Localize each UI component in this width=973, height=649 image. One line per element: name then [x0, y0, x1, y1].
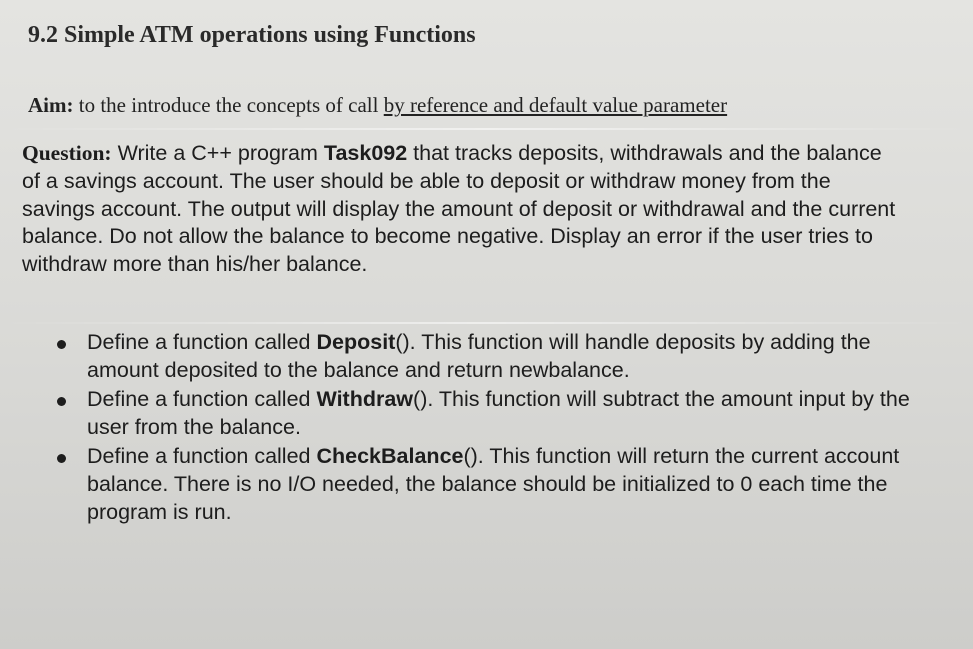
list-item-suffix: (). This function will handle deposits by adding the amount deposited to the balance and return newbalance.: [87, 330, 871, 382]
paper-fold-line: [0, 128, 973, 130]
question-text-rest: that tracks deposits, withdrawals and the balance of a savings account. The user should be able to deposit or withdraw money from the savings account. The output will display the amount of deposit or withdrawal and the current balance. Do not allow the balance to become negative. Display an error if the user tries to withdraw more than his/her balance.: [22, 141, 896, 277]
list-item-prefix: Define a function called: [87, 387, 317, 412]
question-paragraph: [22, 140, 902, 279]
list-item-suffix: (). This function will subtract the amount input by the user from the balance.: [87, 387, 910, 439]
question-label: Question:: [22, 141, 112, 165]
question-text-start: Write a C++ program: [117, 141, 324, 165]
list-item-prefix: Define a function called: [87, 330, 317, 354]
list-item: [40, 386, 910, 441]
requirements-list: [40, 329, 910, 528]
list-item-prefix: Define a function called: [87, 444, 317, 469]
function-name: Withdraw: [316, 387, 414, 412]
bullet-icon: [57, 340, 66, 349]
bullet-icon: [57, 454, 66, 463]
list-item-suffix: (). This function will return the current account balance. There is no I/O needed, the balance should be initialized to 0 each time the program is run.: [87, 444, 900, 524]
aim-paragraph: [28, 93, 727, 118]
aim-underlined-text: by reference and default value parameter: [383, 93, 728, 117]
paper-fold-line: [0, 322, 973, 324]
bullet-icon: [57, 397, 66, 406]
aim-label: Aim:: [28, 93, 74, 117]
section-title: 9.2 Simple ATM operations using Functions: [28, 22, 476, 48]
aim-text: to the introduce the concepts of call: [78, 93, 384, 117]
program-name: Task092: [323, 141, 408, 165]
function-name: Deposit: [316, 330, 396, 354]
list-item: [40, 443, 910, 526]
function-name: CheckBalance: [316, 444, 464, 469]
list-item: [40, 329, 910, 384]
